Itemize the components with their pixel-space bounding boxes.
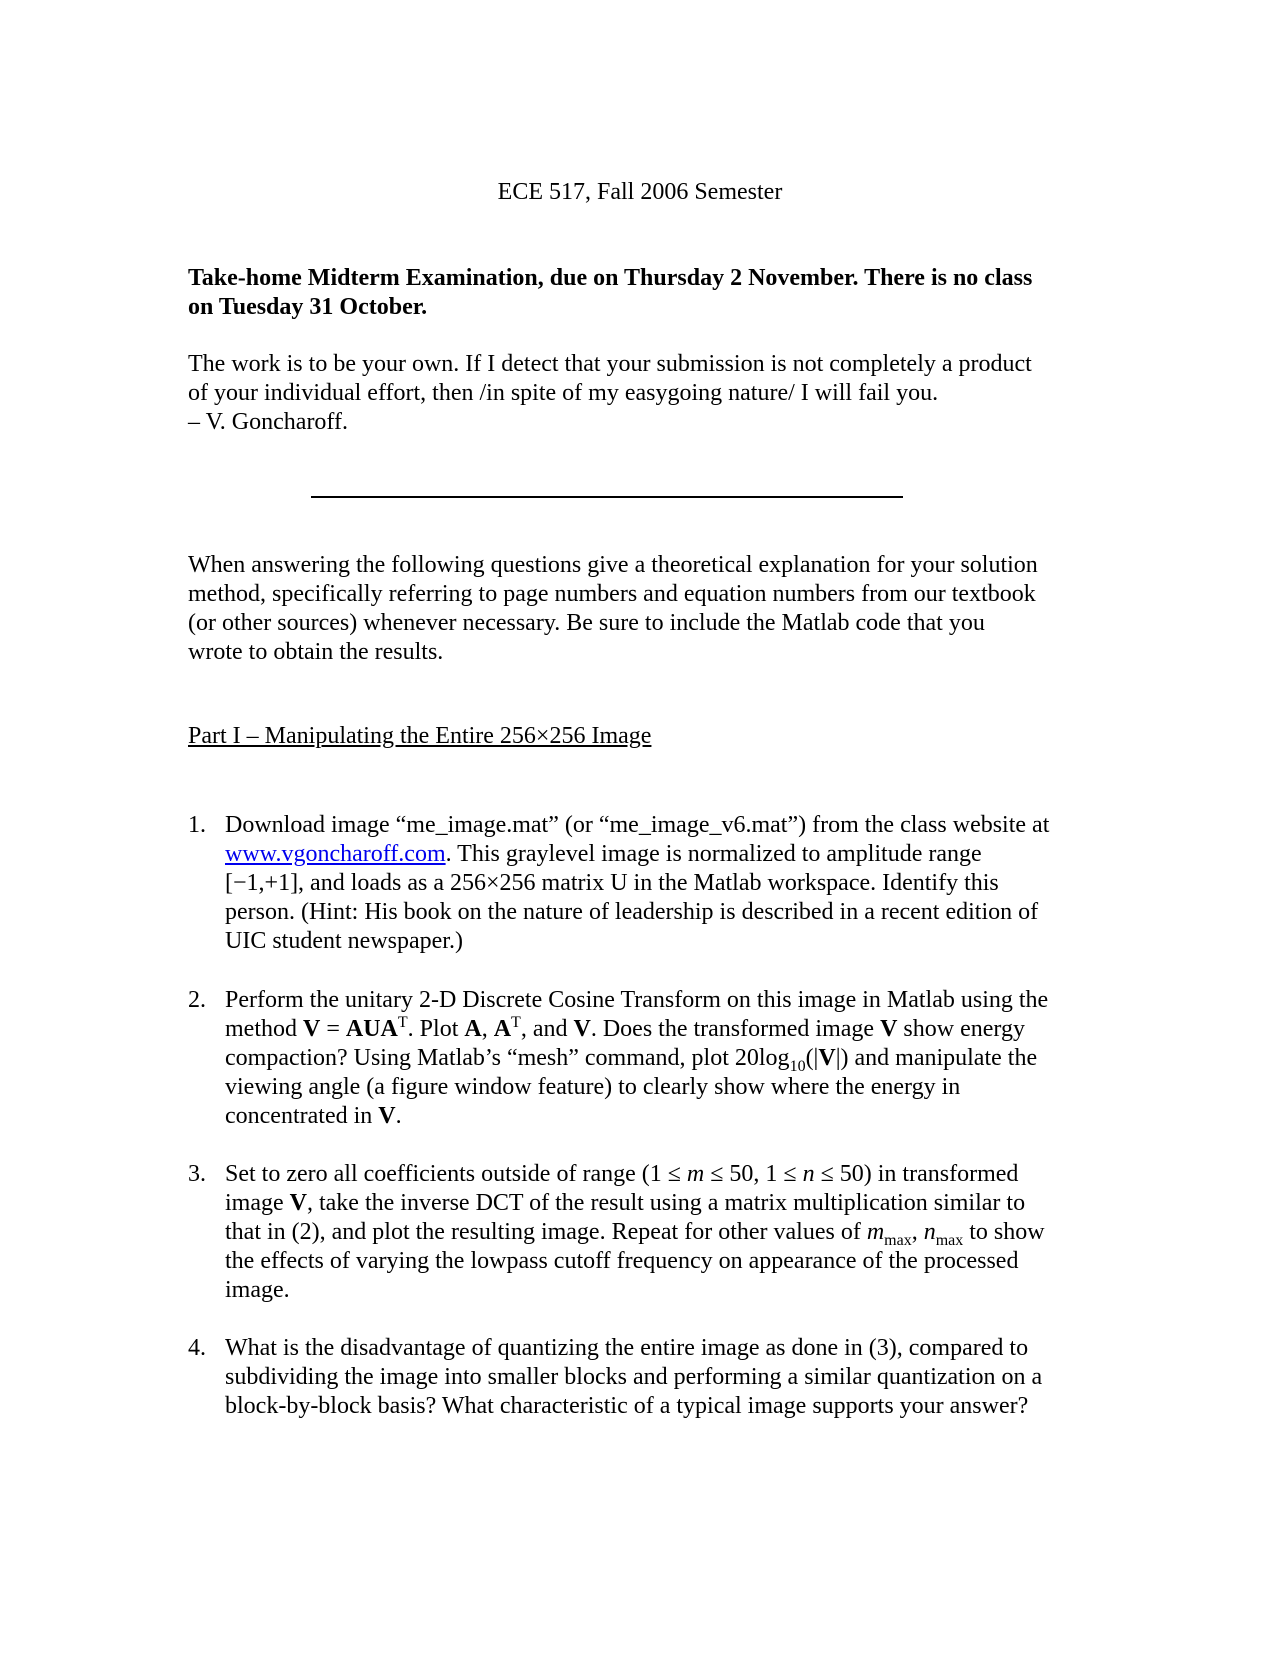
question-body (225, 986, 1093, 1131)
website-link[interactable]: www.vgoncharoff.com (225, 841, 446, 867)
question-body (225, 811, 1093, 956)
question-line: person. (Hint: His book on the nature of leadership is described in a recent edition of (225, 899, 1039, 925)
matrix-symbol: V (573, 1016, 591, 1042)
transpose-superscript: T (397, 1014, 408, 1031)
exam-notice-line: on Tuesday 31 October. (188, 294, 428, 320)
exam-notice (188, 264, 1088, 322)
question-line: that in (2), and plot the resulting image. Repeat for other values of $m_{max}$, $n_{max}$ to show (225, 1219, 1045, 1249)
question-text: . This graylevel image is normalized to amplitude range (445, 841, 982, 867)
question-line: subdividing the image into smaller blocks and performing a similar quantization on a (225, 1364, 1043, 1390)
instructions-line: When answering the following questions give a theoretical explanation for your solution (188, 552, 1038, 578)
matrix-symbol: V (303, 1016, 321, 1042)
instructions-line: wrote to obtain the results. (188, 639, 444, 665)
variable-symbol: m (686, 1161, 705, 1187)
question-line: Perform the unitary 2-D Discrete Cosine Transform on this image in Matlab using the (225, 987, 1049, 1013)
course-title: ECE 517, Fall 2006 Semester (497, 179, 783, 205)
question-line: Set to zero all coefficients outside of range (1 ≤ m ≤ 50, 1 ≤ n ≤ 50) in transformed (225, 1161, 1019, 1187)
question-body (225, 1334, 1093, 1421)
question-number: 1. (188, 812, 206, 838)
matrix-symbol: V (880, 1016, 898, 1042)
honor-statement-line: of your individual effort, then /in spite of my easygoing nature/ I will fail you. (188, 380, 939, 406)
question-line: viewing angle (a figure window feature) to clearly show where the energy in (225, 1074, 961, 1100)
question-number: 3. (188, 1161, 206, 1187)
question-body (225, 1160, 1093, 1305)
exam-notice-line: Take-home Midterm Examination, due on Thursday 2 November. There is no class (188, 265, 1033, 291)
question-number: 2. (188, 987, 206, 1013)
question-line: concentrated in V. (225, 1103, 402, 1129)
honor-statement-line: The work is to be your own. If I detect that your submission is not completely a product (188, 351, 1032, 377)
matrix-symbol: V (378, 1103, 396, 1129)
question-line (225, 840, 1093, 869)
matrix-symbol: V (289, 1190, 307, 1216)
question-line: [−1,+1], and loads as a 256×256 matrix U in the Matlab workspace. Identify this (225, 870, 999, 896)
signature: – V. Goncharoff. (188, 409, 348, 435)
question-2 (188, 986, 1093, 1131)
question-1 (188, 811, 1093, 956)
question-4 (188, 1334, 1093, 1421)
instructions-line: (or other sources) whenever necessary. Be sure to include the Matlab code that you (188, 610, 985, 636)
part-heading: Part I – Manipulating the Entire 256×256 Image (188, 723, 652, 749)
instructions-line: method, specifically referring to page numbers and equation numbers from our textbook (188, 581, 1036, 607)
question-line: compaction? Using Matlab’s “mesh” command, plot $20\log_{10}(|V|)$ and manipulate the (225, 1045, 1038, 1075)
variable-symbol: n (802, 1161, 815, 1187)
question-line: image. (225, 1277, 290, 1303)
max-subscript: max (884, 1231, 912, 1249)
question-number: 4. (188, 1335, 206, 1361)
question-line: method $V = AUA^T$. Plot A, $A^T$, and V. Does the transformed image V show energy (225, 1014, 1025, 1042)
matrix-symbol: V (818, 1045, 836, 1071)
honor-statement (188, 350, 1088, 437)
max-subscript: max (935, 1231, 964, 1249)
variable-symbol: n (923, 1219, 936, 1245)
question-line: block-by-block basis? What characteristic of a typical image supports your answer? (225, 1393, 1029, 1419)
transpose-superscript: T (511, 1014, 521, 1031)
matrix-symbol: AUA (345, 1016, 398, 1042)
question-line: Download image “me_image.mat” (or “me_image_v6.mat”) from the class website at (225, 812, 1050, 838)
question-line: image V, take the inverse DCT of the result using a matrix multiplication similar to (225, 1190, 1026, 1216)
log-base-subscript: 10 (789, 1057, 806, 1075)
instructions (188, 551, 1088, 667)
question-3 (188, 1160, 1093, 1305)
question-line: What is the disadvantage of quantizing the entire image as done in (3), compared to (225, 1335, 1029, 1361)
question-line: UIC student newspaper.) (225, 928, 463, 954)
variable-symbol: m (866, 1219, 885, 1245)
horizontal-divider (311, 496, 903, 498)
matrix-symbol: A (493, 1016, 512, 1042)
question-line: the effects of varying the lowpass cutoff frequency on appearance of the processed (225, 1248, 1019, 1274)
matrix-symbol: A (464, 1016, 482, 1042)
